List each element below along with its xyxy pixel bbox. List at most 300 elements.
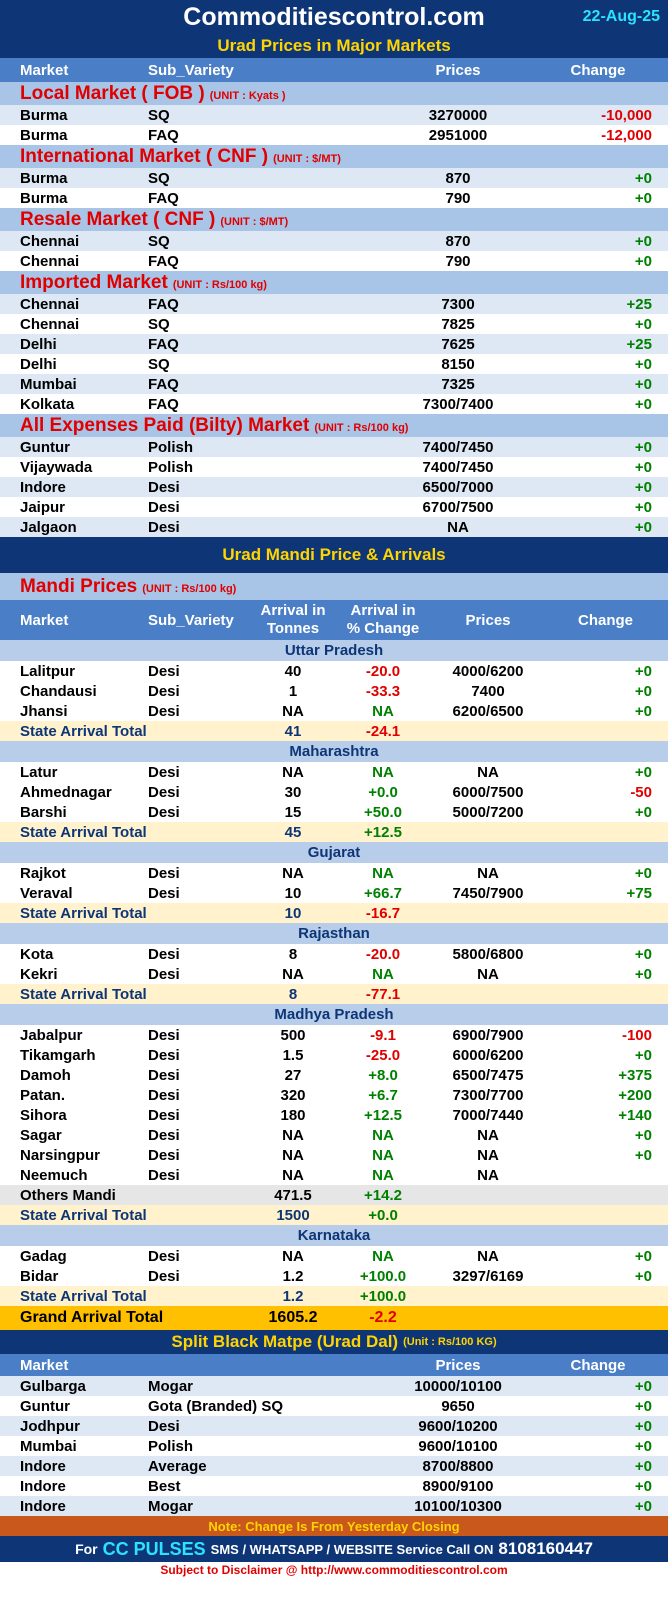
mandi-sub: Desi	[148, 1106, 180, 1124]
col-change: Change	[570, 61, 626, 79]
mandi-pct: +14.2	[364, 1186, 402, 1204]
table-row	[0, 105, 668, 125]
mandi-sub: Desi	[148, 783, 180, 801]
state-header: Karnataka	[0, 1225, 668, 1246]
column-header	[0, 58, 668, 82]
mandi-price: 3297/6169	[452, 1267, 524, 1285]
site-title: Commoditiescontrol.com	[183, 2, 485, 31]
dal-sub: Desi	[148, 1417, 180, 1435]
row-market: Guntur	[20, 438, 70, 456]
dal-sub: Mogar	[148, 1377, 193, 1395]
mandi-change: +75	[626, 884, 652, 902]
service-bar: For CC PULSES SMS / WHATSAPP / WEBSITE Service Call ON 8108160447	[0, 1536, 668, 1562]
mandi-section-title: Mandi Prices	[20, 575, 138, 597]
grand-total-label: Grand Arrival Total	[20, 1309, 164, 1326]
row-sub-variety: Polish	[148, 458, 194, 476]
row-change: +0	[634, 518, 652, 536]
mandi-change: +140	[618, 1106, 652, 1124]
mandi-arrival: NA	[282, 864, 304, 882]
state-total-row	[0, 903, 668, 923]
state-total-row	[0, 1205, 668, 1225]
mandi-arrival: 1.2	[282, 1267, 304, 1285]
mandi-pct: -20.0	[365, 945, 401, 963]
mandi-price: 6000/7500	[452, 783, 524, 801]
mandi-col-change: Change	[577, 611, 633, 629]
mandi-price: 6200/6500	[452, 702, 524, 720]
section-header	[0, 82, 668, 105]
row-price: 7300	[441, 295, 475, 313]
mandi-market: Lalitpur	[20, 662, 75, 680]
phone-number[interactable]: 8108160447	[498, 1539, 593, 1558]
disclaimer-link[interactable]: Subject to Disclaimer @ http://www.commoditiescontrol.com	[160, 1563, 508, 1577]
mandi-sub: Desi	[148, 1066, 180, 1084]
mandi-arrival: 320	[280, 1086, 306, 1104]
dal-row	[0, 1376, 668, 1396]
dal-col-market: Market	[20, 1356, 69, 1374]
mandi-arrival: NA	[282, 1166, 304, 1184]
mandi-price: NA	[477, 965, 499, 983]
mandi-arrival: 471.5	[274, 1186, 312, 1204]
dal-market: Indore	[20, 1457, 66, 1475]
mandi-col-market: Market	[20, 611, 69, 629]
state-total-row	[0, 721, 668, 741]
mandi-row	[0, 1105, 668, 1125]
col-sub-variety: Sub_Variety	[148, 61, 234, 79]
section-unit: (UNIT : Rs/100 kg)	[172, 278, 267, 291]
dal-price: 8700/8800	[422, 1457, 494, 1475]
mandi-row	[0, 1125, 668, 1145]
dal-change: +0	[634, 1397, 652, 1415]
state-total-pct: +12.5	[364, 823, 402, 841]
row-sub-variety: Desi	[148, 518, 180, 536]
mandi-market: Veraval	[20, 884, 73, 902]
mandi-price: NA	[477, 1126, 499, 1144]
mandi-price: NA	[477, 1166, 499, 1184]
dal-price: 9600/10200	[418, 1417, 498, 1435]
col-market: Market	[20, 61, 69, 79]
mandi-sub: Desi	[148, 1026, 180, 1044]
mandi-pct: NA	[372, 864, 394, 882]
note-text: Note: Change Is From Yesterday Closing	[208, 1518, 460, 1534]
section-unit: (UNIT : $/MT)	[273, 152, 341, 165]
row-market: Chennai	[20, 315, 80, 333]
grand-total-pct: -2.2	[369, 1309, 397, 1326]
state-total-pct: +0.0	[368, 1206, 398, 1224]
row-change: +0	[634, 395, 652, 413]
mandi-market: Patan.	[20, 1086, 66, 1104]
dal-price: 9650	[441, 1397, 475, 1415]
row-sub-variety: FAQ	[148, 189, 179, 207]
mandi-pct: +6.7	[368, 1086, 398, 1104]
dal-market: Indore	[20, 1497, 66, 1515]
row-sub-variety: FAQ	[148, 335, 179, 353]
dal-sub: Average	[148, 1457, 207, 1475]
mandi-sub: Desi	[148, 864, 180, 882]
mandi-arrival: 10	[284, 884, 302, 902]
section-header	[0, 145, 668, 168]
mandi-pct: NA	[372, 1146, 394, 1164]
mandi-arrival: 1.5	[282, 1046, 304, 1064]
mandi-unit: (UNIT : Rs/100 kg)	[142, 582, 237, 595]
mandi-pct: +0.0	[368, 783, 398, 801]
state-total-pct: -16.7	[365, 904, 401, 922]
mandi-price: 6000/6200	[452, 1046, 524, 1064]
mandi-market: Damoh	[20, 1066, 71, 1084]
mandi-pct: -9.1	[370, 1026, 396, 1044]
state-header: Maharashtra	[0, 741, 668, 762]
dal-sub: Gota (Branded) SQ	[148, 1397, 284, 1415]
mandi-pct: NA	[372, 1126, 394, 1144]
dal-change: +0	[634, 1497, 652, 1515]
mandi-price: NA	[477, 763, 499, 781]
mandi-arrival: 15	[284, 803, 302, 821]
mandi-pct: NA	[372, 965, 394, 983]
row-price: 3270000	[428, 106, 488, 124]
mandi-sub: Desi	[148, 662, 180, 680]
row-change: +0	[634, 315, 652, 333]
mandi-market: Gadag	[20, 1247, 67, 1265]
mandi-row	[0, 1045, 668, 1065]
dal-price: 10100/10300	[414, 1497, 502, 1515]
row-change: +0	[634, 458, 652, 476]
table-row	[0, 294, 668, 314]
row-price: 2951000	[428, 126, 488, 144]
row-change: +25	[626, 295, 652, 313]
mandi-arrival: 8	[288, 945, 298, 963]
mandi-change: +0	[634, 702, 652, 720]
dal-row	[0, 1396, 668, 1416]
mandi-change: -100	[621, 1026, 652, 1044]
col-prices: Prices	[435, 61, 481, 79]
mandi-change: -50	[630, 783, 652, 801]
row-sub-variety: FAQ	[148, 252, 179, 270]
mandi-market: Barshi	[20, 803, 67, 821]
mandi-row	[0, 681, 668, 701]
dal-row	[0, 1416, 668, 1436]
state-total-label: State Arrival Total	[20, 1206, 147, 1224]
row-market: Burma	[20, 126, 68, 144]
row-market: Kolkata	[20, 395, 75, 413]
dal-market: Indore	[20, 1477, 66, 1495]
row-price: 7325	[441, 375, 475, 393]
row-change: -12,000	[601, 126, 652, 144]
section-header	[0, 414, 668, 437]
row-price: 7625	[441, 335, 475, 353]
mandi-row	[0, 1165, 668, 1185]
row-price: 7400/7450	[422, 458, 494, 476]
mandi-row	[0, 802, 668, 822]
state-total-arrival: 10	[284, 904, 302, 922]
row-market: Indore	[20, 478, 66, 496]
mandi-arrival: 30	[284, 783, 302, 801]
mandi-pct: -33.3	[365, 682, 401, 700]
row-market: Jalgaon	[20, 518, 77, 536]
row-price: 6500/7000	[422, 478, 494, 496]
mandi-row	[0, 1266, 668, 1286]
mandi-price: NA	[477, 1146, 499, 1164]
main-title-text: Urad Prices in Major Markets	[217, 36, 451, 55]
dal-rows	[0, 1376, 668, 1516]
mandi-change: +0	[634, 945, 652, 963]
mandi-change: +0	[634, 1267, 652, 1285]
state-header: Rajasthan	[0, 923, 668, 944]
mandi-arrival: 27	[284, 1066, 302, 1084]
dal-change: +0	[634, 1477, 652, 1495]
mandi-market: Tikamgarh	[20, 1046, 96, 1064]
mandi-price: 7450/7900	[452, 884, 524, 902]
mandi-sub: Desi	[148, 1267, 180, 1285]
dal-sub: Best	[148, 1477, 181, 1495]
mandi-row	[0, 1025, 668, 1045]
row-sub-variety: Desi	[148, 498, 180, 516]
state-header: Gujarat	[0, 842, 668, 863]
row-price: 7825	[441, 315, 475, 333]
mandi-pct: -25.0	[365, 1046, 401, 1064]
mandi-col-sub: Sub_Variety	[148, 611, 234, 629]
mandi-arrival: 500	[280, 1026, 306, 1044]
mandi-market: Neemuch	[20, 1166, 88, 1184]
mandi-change: +375	[618, 1066, 652, 1084]
mandi-price: NA	[477, 864, 499, 882]
mandi-market: Kekri	[20, 965, 58, 983]
row-sub-variety: Desi	[148, 478, 180, 496]
mandi-row	[0, 1145, 668, 1165]
row-sub-variety: Polish	[148, 438, 194, 456]
dal-price: 8900/9100	[422, 1477, 494, 1495]
dal-row	[0, 1436, 668, 1456]
mandi-sub: Desi	[148, 1166, 180, 1184]
mandi-price: 7300/7700	[452, 1086, 524, 1104]
dal-title-text: Split Black Matpe (Urad Dal)	[171, 1332, 399, 1351]
mandi-change: +0	[634, 864, 652, 882]
mandi-market: Kota	[20, 945, 54, 963]
mandi-price: 4000/6200	[452, 662, 524, 680]
dal-market: Guntur	[20, 1397, 70, 1415]
state-total-arrival: 1.2	[282, 1287, 304, 1305]
mandi-price: 6500/7475	[452, 1066, 524, 1084]
mandi-arrival: 1	[288, 682, 298, 700]
mandi-market: Ahmednagar	[20, 783, 112, 801]
dal-change: +0	[634, 1377, 652, 1395]
market-sections	[0, 82, 668, 537]
mandi-row	[0, 661, 668, 681]
mandi-change: +0	[634, 1247, 652, 1265]
row-sub-variety: FAQ	[148, 295, 179, 313]
mandi-pct: NA	[372, 702, 394, 720]
dal-change: +0	[634, 1457, 652, 1475]
row-change: +0	[634, 169, 652, 187]
mandi-pct: +8.0	[368, 1066, 398, 1084]
row-sub-variety: FAQ	[148, 375, 179, 393]
mandi-title-text: Urad Mandi Price & Arrivals	[222, 545, 446, 564]
state-total-label: State Arrival Total	[20, 722, 147, 740]
mandi-market: Others Mandi	[20, 1186, 116, 1204]
row-change: +0	[634, 438, 652, 456]
mandi-sub: Desi	[148, 1126, 180, 1144]
row-price: 870	[445, 169, 471, 187]
row-change: +0	[634, 189, 652, 207]
mandi-change: +0	[634, 1046, 652, 1064]
table-row	[0, 477, 668, 497]
mandi-states	[0, 640, 668, 1306]
section-title: Imported Market	[20, 271, 168, 293]
mandi-row	[0, 1185, 668, 1205]
mandi-sub: Desi	[148, 702, 180, 720]
section-title: International Market ( CNF )	[20, 145, 269, 167]
mandi-price: 5800/6800	[452, 945, 524, 963]
table-row	[0, 251, 668, 271]
dal-change: +0	[634, 1437, 652, 1455]
row-sub-variety: SQ	[148, 232, 170, 250]
mandi-pct: NA	[372, 763, 394, 781]
row-sub-variety: SQ	[148, 355, 170, 373]
mandi-market: Latur	[20, 763, 58, 781]
mandi-market: Bidar	[20, 1267, 59, 1285]
row-change: +0	[634, 478, 652, 496]
row-market: Mumbai	[20, 375, 77, 393]
row-price: 790	[445, 252, 471, 270]
mandi-sub: Desi	[148, 1086, 180, 1104]
mandi-pct: +50.0	[364, 803, 402, 821]
grand-total-arrival: 1605.2	[268, 1309, 318, 1326]
section-unit: (UNIT : Rs/100 kg)	[314, 421, 409, 434]
mandi-arrival: 40	[284, 662, 302, 680]
mandi-price: NA	[477, 1247, 499, 1265]
dal-unit: (Unit : Rs/100 KG)	[403, 1336, 497, 1348]
table-row	[0, 334, 668, 354]
state-total-arrival: 41	[284, 722, 302, 740]
state-total-label: State Arrival Total	[20, 1287, 147, 1305]
row-change: +0	[634, 252, 652, 270]
row-market: Burma	[20, 106, 68, 124]
state-total-label: State Arrival Total	[20, 823, 147, 841]
state-total-arrival: 1500	[276, 1206, 310, 1224]
section-unit: (UNIT : Kyats )	[209, 89, 286, 102]
mandi-price: 5000/7200	[452, 803, 524, 821]
mandi-sub: Desi	[148, 682, 180, 700]
table-row	[0, 374, 668, 394]
mandi-change: +0	[634, 763, 652, 781]
row-change: +0	[634, 375, 652, 393]
table-row	[0, 168, 668, 188]
table-row	[0, 125, 668, 145]
mandi-row	[0, 964, 668, 984]
mandi-change: +0	[634, 1146, 652, 1164]
mandi-price: 6900/7900	[452, 1026, 524, 1044]
grand-total-row	[0, 1306, 668, 1330]
row-price: 6700/7500	[422, 498, 494, 516]
mandi-col-pct: Arrival in % Change	[346, 602, 420, 637]
row-change: -10,000	[601, 106, 652, 124]
mandi-price: 7400	[471, 682, 505, 700]
row-market: Chennai	[20, 295, 80, 313]
row-sub-variety: SQ	[148, 106, 170, 124]
dal-market: Mumbai	[20, 1437, 77, 1455]
dal-col-prices: Prices	[435, 1356, 481, 1374]
mandi-sub: Desi	[148, 763, 180, 781]
dal-row	[0, 1456, 668, 1476]
brand-link[interactable]: CC PULSES	[102, 1538, 206, 1559]
mandi-market: Rajkot	[20, 864, 66, 882]
mandi-column-header	[0, 600, 668, 640]
row-change: +0	[634, 355, 652, 373]
row-market: Delhi	[20, 355, 57, 373]
mandi-market: Jabalpur	[20, 1026, 83, 1044]
state-total-row	[0, 1286, 668, 1306]
table-row	[0, 231, 668, 251]
mandi-row	[0, 1065, 668, 1085]
mandi-arrival: NA	[282, 1126, 304, 1144]
mandi-row	[0, 1246, 668, 1266]
mandi-section-header	[0, 573, 668, 600]
dal-sub: Mogar	[148, 1497, 193, 1515]
mandi-arrival: NA	[282, 702, 304, 720]
section-header	[0, 271, 668, 294]
mandi-col-prices: Prices	[465, 611, 511, 629]
top-header	[0, 0, 668, 34]
mandi-sub: Desi	[148, 1146, 180, 1164]
mandi-sub: Desi	[148, 945, 180, 963]
table-row	[0, 497, 668, 517]
row-sub-variety: SQ	[148, 169, 170, 187]
mandi-sub: Desi	[148, 965, 180, 983]
section-header	[0, 208, 668, 231]
row-sub-variety: SQ	[148, 315, 170, 333]
main-title	[0, 34, 668, 58]
dal-price: 10000/10100	[414, 1377, 502, 1395]
mandi-market: Jhansi	[20, 702, 68, 720]
dal-price: 9600/10100	[418, 1437, 498, 1455]
dal-change: +0	[634, 1417, 652, 1435]
row-price: 870	[445, 232, 471, 250]
dal-title	[0, 1330, 668, 1354]
mandi-arrival: 180	[280, 1106, 306, 1124]
table-row	[0, 354, 668, 374]
mandi-pct: -20.0	[365, 662, 401, 680]
mandi-row	[0, 1085, 668, 1105]
table-row	[0, 517, 668, 537]
row-market: Jaipur	[20, 498, 66, 516]
dal-sub: Polish	[148, 1437, 194, 1455]
mandi-market: Sihora	[20, 1106, 67, 1124]
state-total-arrival: 8	[288, 985, 298, 1003]
row-sub-variety: FAQ	[148, 126, 179, 144]
mandi-change: +0	[634, 803, 652, 821]
mandi-market: Sagar	[20, 1126, 62, 1144]
dal-col-change: Change	[570, 1356, 626, 1374]
dal-row	[0, 1476, 668, 1496]
mandi-pct: NA	[372, 1166, 394, 1184]
state-total-label: State Arrival Total	[20, 904, 147, 922]
state-total-arrival: 45	[284, 823, 302, 841]
dal-market: Gulbarga	[20, 1377, 86, 1395]
mandi-market: Chandausi	[20, 682, 97, 700]
row-market: Chennai	[20, 232, 80, 250]
mandi-change: +0	[634, 1126, 652, 1144]
section-title: All Expenses Paid (Bilty) Market	[20, 414, 310, 436]
table-row	[0, 457, 668, 477]
mandi-arrival: NA	[282, 1146, 304, 1164]
dal-market: Jodhpur	[20, 1417, 80, 1435]
mandi-row	[0, 782, 668, 802]
mandi-pct: +66.7	[364, 884, 402, 902]
section-unit: (UNIT : $/MT)	[220, 215, 289, 228]
row-price: NA	[447, 518, 469, 536]
mandi-row	[0, 883, 668, 903]
mandi-pct: +12.5	[364, 1106, 402, 1124]
mandi-market: Narsingpur	[20, 1146, 101, 1164]
state-total-row	[0, 822, 668, 842]
